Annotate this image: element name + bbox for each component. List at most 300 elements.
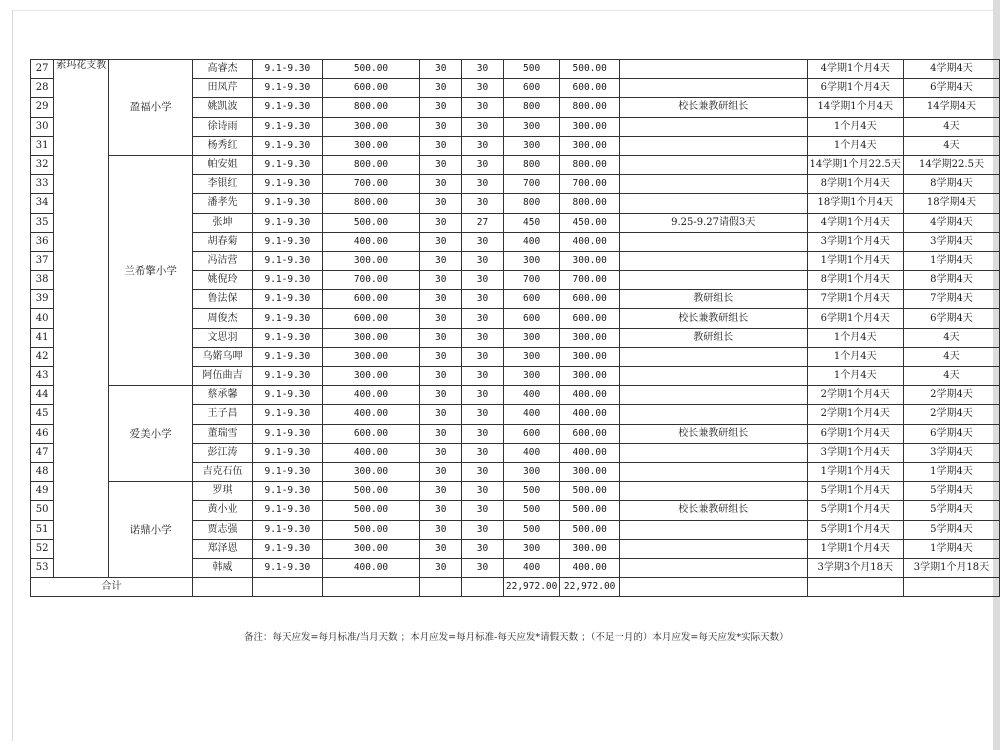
month-days-cell: 30: [420, 482, 462, 501]
monthly-standard-cell: 800.00: [322, 194, 420, 213]
month-days-cell: 30: [420, 424, 462, 443]
row-number-cell: 48: [31, 462, 54, 481]
empty-cell: [192, 578, 252, 597]
service-term-cell: 2学期1个月4天: [807, 405, 903, 424]
daily-pay-cell: 800: [503, 98, 559, 117]
daily-pay-cell: 400: [503, 232, 559, 251]
row-number-cell: 32: [31, 155, 54, 174]
row-number-cell: 27: [31, 60, 54, 79]
remark-cell: 教研组长: [619, 328, 807, 347]
row-number-cell: 39: [31, 290, 54, 309]
monthly-standard-cell: 300.00: [322, 462, 420, 481]
total-pay-cell: 22,972.00: [560, 578, 620, 597]
service-term-cell: 1学期1个月4天: [807, 462, 903, 481]
month-pay-cell: 500.00: [560, 60, 620, 79]
service-term-cell: 3学期3个月18天: [807, 558, 903, 577]
actual-days-cell: 30: [462, 558, 504, 577]
daily-pay-cell: 600: [503, 309, 559, 328]
remark-cell: [619, 194, 807, 213]
actual-days-cell: 30: [462, 482, 504, 501]
month-pay-cell: 300.00: [560, 251, 620, 270]
monthly-standard-cell: 500.00: [322, 501, 420, 520]
monthly-standard-cell: 600.00: [322, 79, 420, 98]
daily-pay-cell: 400: [503, 386, 559, 405]
service-days-cell: 2学期4天: [903, 386, 999, 405]
service-days-cell: 4学期4天: [903, 60, 999, 79]
teacher-name-cell: 黄小业: [192, 501, 252, 520]
monthly-standard-cell: 500.00: [322, 60, 420, 79]
service-days-cell: 4天: [903, 347, 999, 366]
month-days-cell: 30: [420, 501, 462, 520]
period-cell: 9.1-9.30: [253, 539, 323, 558]
month-pay-cell: 800.00: [560, 155, 620, 174]
row-number-cell: 47: [31, 443, 54, 462]
teacher-name-cell: 吉克石伍: [192, 462, 252, 481]
service-days-cell: 8学期4天: [903, 175, 999, 194]
daily-pay-cell: 500: [503, 501, 559, 520]
month-days-cell: 30: [420, 539, 462, 558]
month-pay-cell: 800.00: [560, 194, 620, 213]
period-cell: 9.1-9.30: [253, 155, 323, 174]
monthly-standard-cell: 300.00: [322, 367, 420, 386]
remark-cell: 9.25-9.27请假3天: [619, 213, 807, 232]
remark-cell: 校长兼教研组长: [619, 424, 807, 443]
row-number-cell: 28: [31, 79, 54, 98]
period-cell: 9.1-9.30: [253, 462, 323, 481]
month-pay-cell: 600.00: [560, 290, 620, 309]
school-cell: 兰希擎小学: [109, 155, 193, 385]
daily-pay-cell: 300: [503, 117, 559, 136]
month-pay-cell: 700.00: [560, 271, 620, 290]
period-cell: 9.1-9.30: [253, 136, 323, 155]
table-row: [31, 155, 1000, 174]
month-pay-cell: 300.00: [560, 328, 620, 347]
monthly-standard-cell: 700.00: [322, 175, 420, 194]
service-term-cell: 5学期1个月4天: [807, 482, 903, 501]
month-pay-cell: 600.00: [560, 424, 620, 443]
month-days-cell: 30: [420, 386, 462, 405]
period-cell: 9.1-9.30: [253, 386, 323, 405]
period-cell: 9.1-9.30: [253, 405, 323, 424]
period-cell: 9.1-9.30: [253, 271, 323, 290]
row-number-cell: 44: [31, 386, 54, 405]
service-days-cell: 18学期4天: [903, 194, 999, 213]
teacher-name-cell: 胡春菊: [192, 232, 252, 251]
teacher-name-cell: 蔡承馨: [192, 386, 252, 405]
daily-pay-cell: 450: [503, 213, 559, 232]
row-number-cell: 34: [31, 194, 54, 213]
month-pay-cell: 500.00: [560, 482, 620, 501]
row-number-cell: 37: [31, 251, 54, 270]
school-cell: 盈福小学: [109, 60, 193, 156]
period-cell: 9.1-9.30: [253, 213, 323, 232]
teacher-name-cell: 帕安姐: [192, 155, 252, 174]
service-days-cell: 3学期4天: [903, 232, 999, 251]
service-days-cell: 2学期4天: [903, 405, 999, 424]
teacher-name-cell: 姚倪玲: [192, 271, 252, 290]
daily-pay-cell: 400: [503, 558, 559, 577]
period-cell: 9.1-9.30: [253, 328, 323, 347]
period-cell: 9.1-9.30: [253, 60, 323, 79]
remark-cell: [619, 462, 807, 481]
service-days-cell: 6学期4天: [903, 79, 999, 98]
monthly-standard-cell: 400.00: [322, 443, 420, 462]
month-pay-cell: 300.00: [560, 539, 620, 558]
remark-cell: [619, 136, 807, 155]
service-days-cell: 14学期4天: [903, 98, 999, 117]
remark-cell: [619, 232, 807, 251]
daily-pay-cell: 600: [503, 290, 559, 309]
teacher-name-cell: 李银红: [192, 175, 252, 194]
service-days-cell: 6学期4天: [903, 309, 999, 328]
actual-days-cell: 30: [462, 60, 504, 79]
service-days-cell: 1学期4天: [903, 462, 999, 481]
monthly-standard-cell: 500.00: [322, 482, 420, 501]
service-term-cell: 5学期1个月4天: [807, 520, 903, 539]
service-days-cell: 4天: [903, 117, 999, 136]
service-term-cell: 1个月4天: [807, 367, 903, 386]
monthly-standard-cell: 300.00: [322, 136, 420, 155]
period-cell: 9.1-9.30: [253, 290, 323, 309]
service-term-cell: 3学期1个月4天: [807, 443, 903, 462]
month-days-cell: 30: [420, 347, 462, 366]
row-number-cell: 43: [31, 367, 54, 386]
teacher-name-cell: 冯洁营: [192, 251, 252, 270]
monthly-standard-cell: 500.00: [322, 520, 420, 539]
service-days-cell: 5学期4天: [903, 482, 999, 501]
month-days-cell: 30: [420, 117, 462, 136]
service-days-cell: 4天: [903, 367, 999, 386]
remark-cell: [619, 539, 807, 558]
daily-pay-cell: 800: [503, 155, 559, 174]
teacher-name-cell: 罗琪: [192, 482, 252, 501]
teacher-name-cell: 潘孝先: [192, 194, 252, 213]
service-days-cell: 7学期4天: [903, 290, 999, 309]
teacher-name-cell: 王子昌: [192, 405, 252, 424]
table-row: [31, 482, 1000, 501]
actual-days-cell: 30: [462, 462, 504, 481]
row-number-cell: 33: [31, 175, 54, 194]
service-days-cell: 3学期4天: [903, 443, 999, 462]
service-term-cell: 14学期1个月4天: [807, 98, 903, 117]
empty-cell: [903, 578, 999, 597]
month-pay-cell: 500.00: [560, 520, 620, 539]
actual-days-cell: 30: [462, 271, 504, 290]
period-cell: 9.1-9.30: [253, 98, 323, 117]
period-cell: 9.1-9.30: [253, 79, 323, 98]
service-term-cell: 8学期1个月4天: [807, 175, 903, 194]
actual-days-cell: 30: [462, 386, 504, 405]
month-days-cell: 30: [420, 232, 462, 251]
monthly-standard-cell: 300.00: [322, 328, 420, 347]
service-term-cell: 7学期1个月4天: [807, 290, 903, 309]
period-cell: 9.1-9.30: [253, 482, 323, 501]
row-number-cell: 41: [31, 328, 54, 347]
monthly-standard-cell: 400.00: [322, 405, 420, 424]
daily-pay-cell: 800: [503, 194, 559, 213]
month-pay-cell: 400.00: [560, 558, 620, 577]
period-cell: 9.1-9.30: [253, 251, 323, 270]
remark-cell: [619, 175, 807, 194]
daily-pay-cell: 300: [503, 136, 559, 155]
month-pay-cell: 400.00: [560, 443, 620, 462]
month-pay-cell: 400.00: [560, 405, 620, 424]
teacher-name-cell: 贾志强: [192, 520, 252, 539]
monthly-standard-cell: 600.00: [322, 309, 420, 328]
month-days-cell: 30: [420, 79, 462, 98]
month-days-cell: 30: [420, 290, 462, 309]
actual-days-cell: 30: [462, 136, 504, 155]
period-cell: 9.1-9.30: [253, 175, 323, 194]
remark-cell: [619, 558, 807, 577]
actual-days-cell: 30: [462, 347, 504, 366]
month-pay-cell: 600.00: [560, 79, 620, 98]
daily-pay-cell: 300: [503, 367, 559, 386]
teacher-name-cell: 姚凯波: [192, 98, 252, 117]
period-cell: 9.1-9.30: [253, 347, 323, 366]
actual-days-cell: 27: [462, 213, 504, 232]
service-term-cell: 2学期1个月4天: [807, 386, 903, 405]
row-number-cell: 42: [31, 347, 54, 366]
remark-cell: 校长兼教研组长: [619, 98, 807, 117]
teacher-name-cell: 彭江涛: [192, 443, 252, 462]
actual-days-cell: 30: [462, 520, 504, 539]
total-daily-cell: 22,972.00: [503, 578, 559, 597]
period-cell: 9.1-9.30: [253, 520, 323, 539]
row-number-cell: 53: [31, 558, 54, 577]
remark-cell: [619, 60, 807, 79]
month-pay-cell: 300.00: [560, 136, 620, 155]
service-term-cell: 6学期1个月4天: [807, 309, 903, 328]
remark-cell: [619, 520, 807, 539]
actual-days-cell: 30: [462, 309, 504, 328]
month-days-cell: 30: [420, 328, 462, 347]
row-number-cell: 35: [31, 213, 54, 232]
service-days-cell: 5学期4天: [903, 501, 999, 520]
service-days-cell: 5学期4天: [903, 520, 999, 539]
remark-cell: [619, 386, 807, 405]
period-cell: 9.1-9.30: [253, 232, 323, 251]
period-cell: 9.1-9.30: [253, 501, 323, 520]
actual-days-cell: 30: [462, 367, 504, 386]
daily-pay-cell: 300: [503, 328, 559, 347]
daily-pay-cell: 700: [503, 271, 559, 290]
remark-cell: [619, 271, 807, 290]
month-pay-cell: 400.00: [560, 386, 620, 405]
remark-cell: [619, 117, 807, 136]
actual-days-cell: 30: [462, 328, 504, 347]
empty-cell: [462, 578, 504, 597]
total-label-cell: 合计: [31, 578, 193, 597]
service-term-cell: 1个月4天: [807, 117, 903, 136]
period-cell: 9.1-9.30: [253, 558, 323, 577]
empty-cell: [807, 578, 903, 597]
service-term-cell: 1个月4天: [807, 347, 903, 366]
month-days-cell: 30: [420, 520, 462, 539]
service-days-cell: 4天: [903, 136, 999, 155]
monthly-standard-cell: 700.00: [322, 271, 420, 290]
actual-days-cell: 30: [462, 98, 504, 117]
remark-cell: [619, 79, 807, 98]
teacher-name-cell: 文思羽: [192, 328, 252, 347]
service-term-cell: 8学期1个月4天: [807, 271, 903, 290]
service-term-cell: 6学期1个月4天: [807, 79, 903, 98]
service-term-cell: 1学期1个月4天: [807, 251, 903, 270]
remark-cell: [619, 443, 807, 462]
service-term-cell: 6学期1个月4天: [807, 424, 903, 443]
month-days-cell: 30: [420, 251, 462, 270]
actual-days-cell: 30: [462, 251, 504, 270]
remark-cell: 教研组长: [619, 290, 807, 309]
month-pay-cell: 300.00: [560, 367, 620, 386]
monthly-standard-cell: 600.00: [322, 424, 420, 443]
row-number-cell: 38: [31, 271, 54, 290]
daily-pay-cell: 500: [503, 520, 559, 539]
month-pay-cell: 400.00: [560, 232, 620, 251]
row-number-cell: 49: [31, 482, 54, 501]
period-cell: 9.1-9.30: [253, 367, 323, 386]
service-term-cell: 3学期1个月4天: [807, 232, 903, 251]
row-number-cell: 40: [31, 309, 54, 328]
month-days-cell: 30: [420, 175, 462, 194]
daily-pay-cell: 500: [503, 60, 559, 79]
table-row: [31, 60, 1000, 79]
table-row: [31, 386, 1000, 405]
remark-cell: [619, 367, 807, 386]
period-cell: 9.1-9.30: [253, 309, 323, 328]
month-days-cell: 30: [420, 462, 462, 481]
period-cell: 9.1-9.30: [253, 443, 323, 462]
teacher-name-cell: 乌婼乌呷: [192, 347, 252, 366]
empty-cell: [322, 578, 420, 597]
daily-pay-cell: 400: [503, 443, 559, 462]
actual-days-cell: 30: [462, 539, 504, 558]
actual-days-cell: 30: [462, 424, 504, 443]
row-number-cell: 29: [31, 98, 54, 117]
salary-table: [30, 59, 1000, 597]
daily-pay-cell: 400: [503, 405, 559, 424]
row-number-cell: 50: [31, 501, 54, 520]
actual-days-cell: 30: [462, 79, 504, 98]
daily-pay-cell: 300: [503, 539, 559, 558]
total-row: [31, 578, 1000, 597]
row-number-cell: 45: [31, 405, 54, 424]
month-days-cell: 30: [420, 60, 462, 79]
row-number-cell: 36: [31, 232, 54, 251]
school-cell: 诺鼎小学: [109, 482, 193, 578]
actual-days-cell: 30: [462, 501, 504, 520]
service-term-cell: 5学期1个月4天: [807, 501, 903, 520]
actual-days-cell: 30: [462, 117, 504, 136]
teacher-name-cell: 鲁法保: [192, 290, 252, 309]
remark-cell: [619, 347, 807, 366]
teacher-name-cell: 韩威: [192, 558, 252, 577]
service-term-cell: 14学期1个月22.5天: [807, 155, 903, 174]
teacher-name-cell: 张坤: [192, 213, 252, 232]
table-body: [31, 60, 1000, 597]
month-pay-cell: 800.00: [560, 98, 620, 117]
daily-pay-cell: 700: [503, 175, 559, 194]
service-days-cell: 1学期4天: [903, 539, 999, 558]
daily-pay-cell: 500: [503, 482, 559, 501]
actual-days-cell: 30: [462, 443, 504, 462]
teacher-name-cell: 郑泽恩: [192, 539, 252, 558]
remark-cell: [619, 405, 807, 424]
row-number-cell: 31: [31, 136, 54, 155]
month-days-cell: 30: [420, 309, 462, 328]
teacher-name-cell: 徐诗雨: [192, 117, 252, 136]
monthly-standard-cell: 400.00: [322, 232, 420, 251]
actual-days-cell: 30: [462, 290, 504, 309]
month-days-cell: 30: [420, 405, 462, 424]
service-days-cell: 4学期4天: [903, 213, 999, 232]
monthly-standard-cell: 300.00: [322, 117, 420, 136]
teacher-name-cell: 高睿杰: [192, 60, 252, 79]
empty-cell: [253, 578, 323, 597]
remark-cell: [619, 155, 807, 174]
teacher-name-cell: 董瑞雪: [192, 424, 252, 443]
empty-cell: [619, 578, 807, 597]
empty-cell: [420, 578, 462, 597]
row-number-cell: 52: [31, 539, 54, 558]
service-days-cell: 14学期22.5天: [903, 155, 999, 174]
remark-cell: [619, 482, 807, 501]
month-days-cell: 30: [420, 136, 462, 155]
month-pay-cell: 700.00: [560, 175, 620, 194]
teacher-name-cell: 杨秀红: [192, 136, 252, 155]
district-cell: 索玛花支教: [54, 60, 109, 578]
monthly-standard-cell: 400.00: [322, 386, 420, 405]
month-pay-cell: 300.00: [560, 347, 620, 366]
row-number-cell: 46: [31, 424, 54, 443]
month-days-cell: 30: [420, 213, 462, 232]
service-term-cell: 18学期1个月4天: [807, 194, 903, 213]
period-cell: 9.1-9.30: [253, 424, 323, 443]
month-pay-cell: 300.00: [560, 117, 620, 136]
service-days-cell: 6学期4天: [903, 424, 999, 443]
monthly-standard-cell: 800.00: [322, 155, 420, 174]
month-days-cell: 30: [420, 558, 462, 577]
remark-cell: 校长兼教研组长: [619, 501, 807, 520]
month-days-cell: 30: [420, 194, 462, 213]
school-cell: 爱美小学: [109, 386, 193, 482]
service-days-cell: 8学期4天: [903, 271, 999, 290]
teacher-name-cell: 阿伍曲吉: [192, 367, 252, 386]
month-days-cell: 30: [420, 367, 462, 386]
monthly-standard-cell: 500.00: [322, 213, 420, 232]
daily-pay-cell: 600: [503, 424, 559, 443]
month-days-cell: 30: [420, 155, 462, 174]
daily-pay-cell: 600: [503, 79, 559, 98]
daily-pay-cell: 300: [503, 347, 559, 366]
service-term-cell: 1学期1个月4天: [807, 539, 903, 558]
service-term-cell: 1个月4天: [807, 328, 903, 347]
teacher-name-cell: 田凤芹: [192, 79, 252, 98]
month-pay-cell: 450.00: [560, 213, 620, 232]
service-days-cell: 4天: [903, 328, 999, 347]
actual-days-cell: 30: [462, 232, 504, 251]
teacher-name-cell: 周俊杰: [192, 309, 252, 328]
row-number-cell: 30: [31, 117, 54, 136]
service-days-cell: 1学期4天: [903, 251, 999, 270]
monthly-standard-cell: 300.00: [322, 347, 420, 366]
actual-days-cell: 30: [462, 175, 504, 194]
service-days-cell: 3学期1个月18天: [903, 558, 999, 577]
remark-cell: [619, 251, 807, 270]
month-pay-cell: 300.00: [560, 462, 620, 481]
service-term-cell: 4学期1个月4天: [807, 60, 903, 79]
actual-days-cell: 30: [462, 155, 504, 174]
